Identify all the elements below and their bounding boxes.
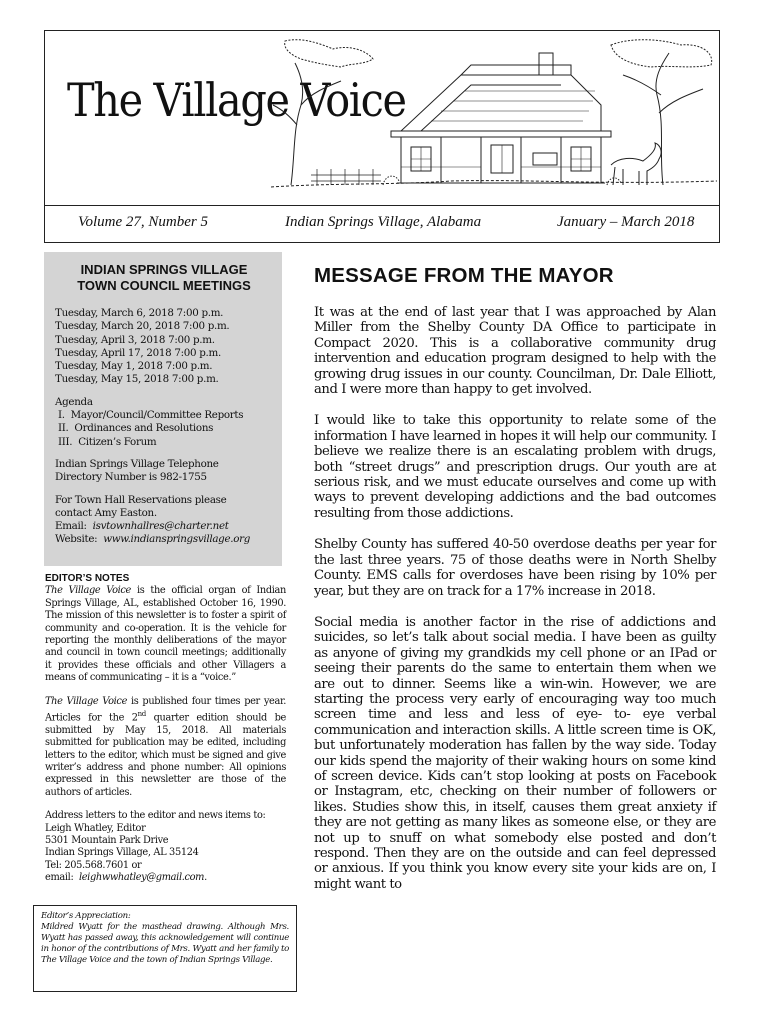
issue-info-bar (44, 205, 720, 243)
appreciation-heading: Editor’s Appreciation: (41, 911, 131, 921)
address-line: Leigh Whatley, Editor (45, 822, 146, 834)
masthead-drawing (271, 35, 717, 203)
newsletter-name: The Village Voice (45, 585, 132, 597)
ordinal-suffix: nd (137, 710, 146, 719)
article-paragraph: Social media is another factor in the rise of addictions and suicides, so let’s talk about social media. I have been as guilty as anyone of giving my grandkids my cell phone or an IPad or seeing their parents do the same to entertain them when we are out to dinner. Seems like a win-win. However, we are starting the process very early of encouraging way too much screen time and less and less of eye- to- eye verbal communication and interaction skills. A little screen time is OK, but unfortunately moderation has fallen by the way side. Today our kids spend the majority of their waking hours on some kind of screen device. Kids can’t stop looking at posts on Facebook or Instagram, etc, checking on their number of followers or likes. Studies show this, in itself, causes them great anxiety if they are not getting as many likes as someone else, or they are not up to snuff on what somebody else posted and don’t respond. Then they are on the outside and can feel depressed or anxious. If you think you know every site your kids are on, I might want to (314, 614, 716, 892)
meeting-date: Tuesday, March 6, 2018 7:00 p.m. (55, 307, 224, 319)
agenda-item: I. Mayor/Council/Committee Reports (55, 409, 244, 422)
masthead (44, 30, 720, 206)
notes-text: is the official organ of Indian Springs Village, AL, established October 16, 1990. The mission of this newsletter is to foster a spirit of community and co-operation. It is the vehicle for reporting the monthly deliberations of the mayor and council in town council meetings; additionally it provides these officials and other Villagers a means of communicating – it is a “voice.” (45, 585, 286, 684)
address-line: Indian Springs Village, AL 35124 (45, 847, 199, 859)
notes-paragraph (45, 696, 286, 800)
notes-paragraph (45, 585, 286, 684)
issue-date: January – March 2018 (557, 214, 695, 230)
website-label: Website: (55, 533, 98, 546)
editor-address (45, 810, 286, 884)
meetings-heading-line: INDIAN SPRINGS VILLAGE (80, 262, 248, 277)
meeting-date: Tuesday, May 1, 2018 7:00 p.m. (55, 360, 213, 373)
email-label: Email: (55, 520, 87, 533)
meetings-heading-line: TOWN COUNCIL MEETINGS (77, 278, 251, 293)
newsletter-name: The Village Voice (45, 695, 128, 707)
editors-notes (45, 573, 286, 885)
meeting-date: Tuesday, April 17, 2018 7:00 p.m. (55, 346, 221, 359)
email-label: email: (45, 872, 79, 884)
agenda-item: II. Ordinances and Resolutions (55, 422, 214, 435)
address-intro: Address letters to the editor and news items to: (45, 810, 266, 822)
appreciation-text: Mildred Wyatt for the masthead drawing. Although Mrs. Wyatt has passed away, this acknowledgement will continue in honor of the contributions of Mrs. Wyatt and her family to The Village Voice and the town of Indian Springs Village. (41, 922, 289, 965)
agenda-item: III. Citizen’s Forum (55, 435, 157, 448)
address-line: 5301 Mountain Park Drive (45, 834, 169, 846)
notes-text: quarter edition should be submitted by May 15, 2018. All materials submitted for publication may be edited, including letters to the editor, which must be signed and give writer’s address and phone number: All opinions expressed in this newsletter are those of the authors of articles. (45, 712, 286, 798)
phone-directory (55, 458, 273, 485)
meeting-date: Tuesday, April 3, 2018 7:00 p.m. (55, 333, 215, 346)
article-paragraph: It was at the end of last year that I was approached by Alan Miller from the Shelby County DA Office to participate in Compact 2020. This is a collaborative community drug intervention and education program designed to help with the growing drug issues in our county. Councilman, Dr. Dale Elliott, and I were more than happy to get involved. (314, 305, 716, 398)
meetings-heading (55, 262, 273, 294)
article-headline: MESSAGE FROM THE MAYOR (314, 264, 614, 287)
reservations-info (55, 494, 273, 547)
village-location: Indian Springs Village, Alabama (285, 214, 482, 230)
meeting-date: Tuesday, May 15, 2018 7:00 p.m. (55, 373, 219, 386)
council-meetings-box (44, 252, 282, 566)
agenda-block (55, 396, 273, 449)
notes-text: is published four times per year. Articles for the 2 (45, 695, 286, 724)
agenda-label: Agenda (55, 395, 93, 408)
website-link[interactable]: www.indianspringsvillage.org (103, 533, 251, 546)
meeting-dates-list (55, 307, 273, 387)
meeting-date: Tuesday, March 20, 2018 7:00 p.m. (55, 320, 230, 333)
editors-notes-heading: EDITOR’S NOTES (45, 573, 130, 584)
reservation-email-link[interactable]: isvtownhallres@charter.net (92, 520, 229, 533)
volume-number: Volume 27, Number 5 (78, 214, 208, 230)
reservation-line: For Town Hall Reservations please (55, 493, 227, 506)
editors-appreciation-box (33, 905, 297, 992)
reservation-line: contact Amy Easton. (55, 506, 157, 519)
article-paragraph: I would like to take this opportunity to relate some of the information I have learned in hopes it will help our community. I believe we realize there is an escalating problem with drugs, both “street drugs” and prescription drugs. Our youth are at serious risk, and we must educate ourselves and come up with ways to prevent developing addictions and the bad outcomes resulting from those addictions. (314, 413, 717, 521)
mayor-message-article (314, 305, 716, 908)
newsletter-title: The Village Voice (67, 73, 406, 127)
phone-line: Indian Springs Village Telephone (55, 457, 219, 470)
editor-email-link[interactable]: leighwwhatley@gmail.com. (78, 872, 207, 884)
address-line: Tel: 205.568.7601 or (45, 859, 142, 871)
article-paragraph: Shelby County has suffered 40-50 overdose deaths per year for the last three years. 75 of those deaths were in North Shelby County. EMS calls for overdoses have been rising by 10% per year, but they are on track for a 17% increase in 2018. (314, 537, 716, 599)
phone-line: Directory Number is 982-1755 (55, 471, 207, 484)
